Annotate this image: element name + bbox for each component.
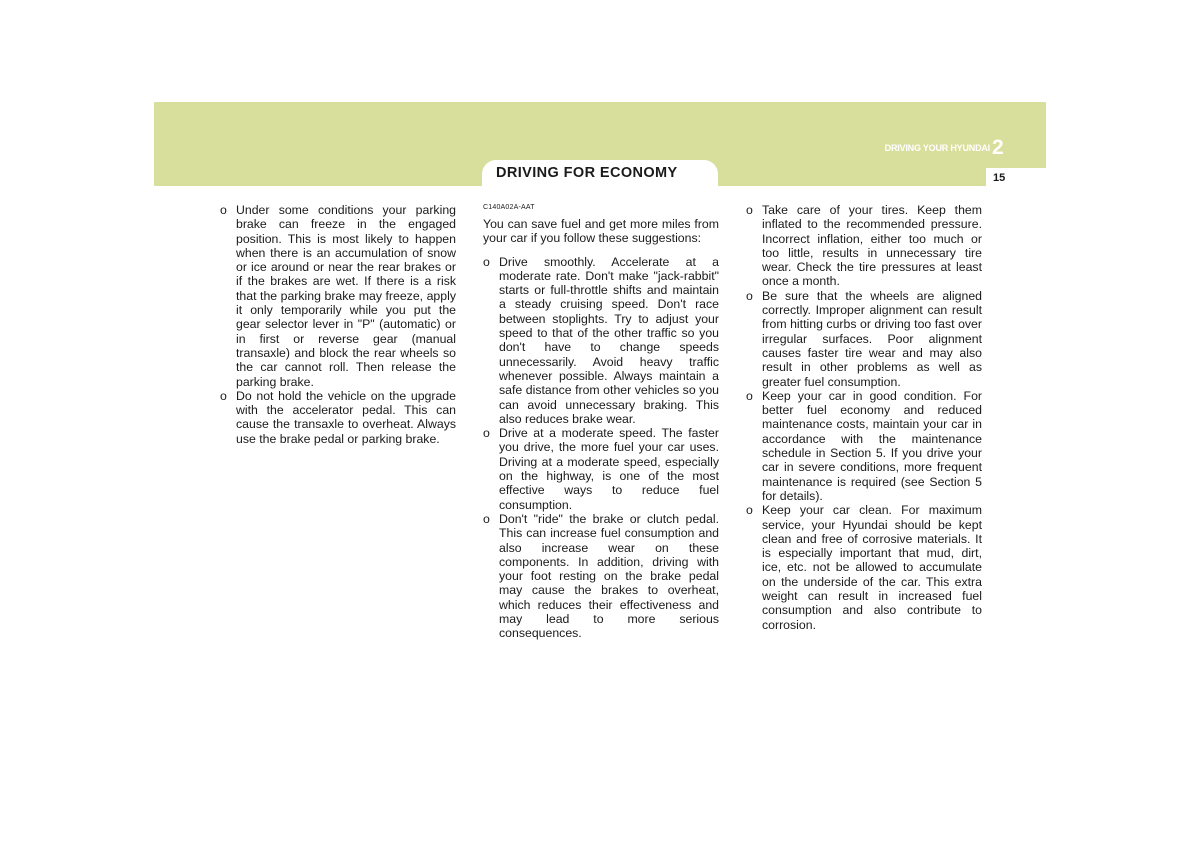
list-item	[483, 512, 719, 641]
list-item	[746, 289, 982, 389]
page-title: DRIVING FOR ECONOMY	[496, 165, 678, 181]
list-item-text: Do not hold the vehicle on the upgrade with the accelerator pedal. This can cause the transaxle to overheat. Always use the brake pedal or parking brake.	[236, 388, 456, 446]
list-item	[483, 426, 719, 512]
list-item-text: Drive smoothly. Accelerate at a moderate rate. Don't make "jack-rabbit" starts or full-throttle shifts and maintain a steady cruising speed. Don't race between stoplights. Try to adjust your speed to that of the other traffic so you don't have to change speeds unnecessarily. Avoid heavy traffic whenever possible. Always maintain a safe distance from other vehicles so you can avoid unnecessary braking. This also reduces brake wear.	[499, 254, 719, 426]
list-item	[746, 203, 982, 289]
chapter-number: 2	[992, 136, 1004, 159]
bullet-marker: o	[483, 254, 490, 269]
list-item-text: Be sure that the wheels are aligned correctly. Improper alignment can result from hitting curbs or driving too fast over irregular surfaces. Poor alignment causes faster tire wear and may also result in other problems as well as greater fuel consumption.	[762, 288, 982, 389]
list-item	[220, 203, 456, 389]
bullet-marker: o	[746, 503, 753, 518]
column-right	[746, 203, 982, 632]
list-item-text: Take care of your tires. Keep them inflated to the recommended pressure. Incorrect inflation, either too much or too little, results in unnecessary tire wear. Check the tire pressures at least once a month.	[762, 203, 982, 289]
bullet-marker: o	[746, 203, 753, 217]
list-item	[746, 389, 982, 503]
intro-paragraph: You can save fuel and get more miles from your car if you follow these suggestions:	[483, 217, 719, 246]
list-item-text: Don't "ride" the brake or clutch pedal. This can increase fuel consumption and also increase wear on these components. In addition, driving with your foot resting on the brake pedal may cause the brakes to overheat, which reduces their effectiveness and may lead to more serious consequences.	[499, 511, 719, 641]
bullet-marker: o	[746, 388, 753, 403]
list-item-text: Keep your car clean. For maximum service, your Hyundai should be kept clean and free of corrosive materials. It is especially important that mud, dirt, ice, etc. not be allowed to accumulate on the underside of the car. This extra weight can result in increased fuel consumption and also contribute to corrosion.	[762, 503, 982, 632]
list-item	[483, 255, 719, 427]
bullet-marker: o	[483, 426, 490, 441]
section-label: DRIVING YOUR HYUNDAI	[884, 143, 990, 153]
bullet-marker: o	[483, 511, 490, 526]
page-number: 15	[993, 172, 1006, 184]
bullet-marker: o	[746, 288, 753, 303]
bullet-marker: o	[220, 203, 227, 217]
bullet-marker: o	[220, 388, 227, 403]
section-code: C140A02A-AAT	[483, 204, 535, 211]
list-item	[220, 389, 456, 446]
column-middle	[483, 203, 719, 641]
list-item-text: Keep your car in good condition. For better fuel economy and reduced maintenance costs, maintain your car in accordance with the maintenance schedule in Section 5. If you drive your car in severe conditions, more frequent maintenance is required (see Section 5 for details).	[762, 388, 982, 503]
column-left	[220, 203, 456, 446]
list-item	[746, 503, 982, 632]
list-item-text: Drive at a moderate speed. The faster you drive, the more fuel your car uses. Driving at a moderate speed, especially on the highway, is one of the most effective ways to reduce fuel consumption.	[499, 426, 719, 512]
list-item-text: Under some conditions your parking brake can freeze in the engaged position. This is most likely to happen when there is an accumulation of snow or ice around or near the rear brakes or if the brakes are wet. If there is a risk that the parking brake may freeze, apply it only temporarily while you put the gear selector lever in "P" (automatic) or in first or reverse gear (manual transaxle) and block the rear wheels so the car cannot roll. Then release the parking brake.	[236, 203, 456, 389]
